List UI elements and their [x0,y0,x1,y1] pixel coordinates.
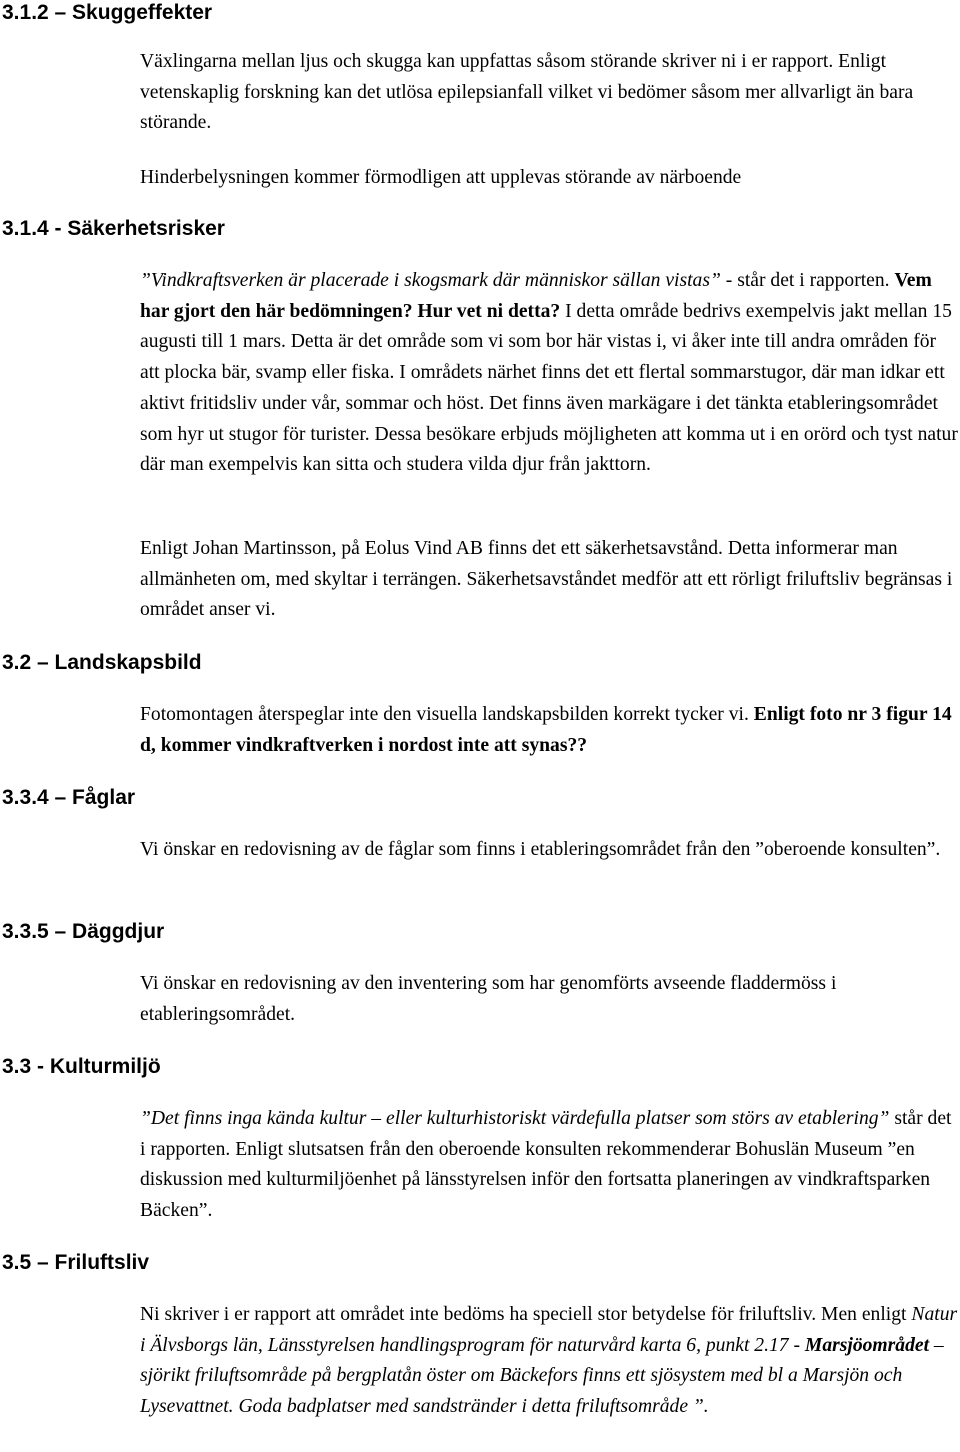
paragraph-text: Vi önskar en redovisning av de fåglar som finns i etableringsområdet från den ”oberoende konsulten”. [140,839,941,860]
paragraph-faglar [140,835,958,866]
paragraph-sakerhetsrisker [140,266,958,481]
heading-landskapsbild: 3.2 – Landskapsbild [2,651,202,674]
heading-skuggeffekter: 3.1.2 – Skuggeffekter [2,1,213,24]
paragraph-text: Fotomontagen återspeglar inte den visuella landskapsbilden korrekt tycker vi. [140,704,754,725]
paragraph-text: står det i rapporten. Enligt slutsatsen från den oberoende konsulten rekommenderar Bohuslän Museum ”en diskussion med kulturmiljöenhet på länsstyrelsen inför den fortsatta planeringen av vindkraftsparken Bäcken”. [140,1108,952,1222]
reference-text: Natur i Älvsborgs län, Länsstyrelsen handlingsprogram för naturvård karta 6, punkt 2.17 - [140,1304,958,1356]
paragraph-kulturmiljo [140,1104,958,1227]
paragraph-landskapsbild [140,700,958,761]
paragraph-text: Växlingarna mellan ljus och skugga kan uppfattas såsom störande skriver ni i er rapport. Enligt vetenskaplig forskning kan det utlösa epilepsianfall vilket vi bedömer såsom mer allvarligt än bara störande. [140,51,914,134]
paragraph-sakerhetsavstand [140,534,958,626]
heading-sakerhetsrisker: 3.1.4 - Säkerhetsrisker [2,217,225,240]
paragraph-text: - står det i rapporten. [720,270,895,291]
heading-friluftsliv: 3.5 – Friluftsliv [2,1251,150,1274]
paragraph-hinderbelysning [140,163,958,194]
paragraph-text: Vi önskar en redovisning av den inventering som har genomförts avseende fladdermöss i etableringsområdet. [140,973,837,1025]
paragraph-skuggeffekter [140,47,958,139]
paragraph-friluftsliv [140,1300,958,1423]
paragraph-text: Hinderbelysningen kommer förmodligen att upplevas störande av närboende [140,167,742,188]
paragraph-text: Ni skriver i er rapport att området inte bedöms ha speciell stor betydelse för friluftsliv. Men enligt [140,1304,912,1325]
heading-daggdjur: 3.3.5 – Däggdjur [2,920,165,943]
quote-text: ”Vindkraftsverken är placerade i skogsmark där människor sällan vistas” [140,270,721,291]
question-text: Enligt foto nr 3 figur 14 d, kommer vindkraftverken i nordost inte att synas?? [140,704,952,756]
quote-text: ”Det finns inga kända kultur – eller kulturhistoriskt värdefulla platser som störs av etablering” [140,1108,890,1129]
reference-text: – sjörikt friluftsområde på bergplatån öster om Bäckefors finns ett sjösystem med bl a Marsjön och Lysevattnet. Goda badplatser med sandstränder i detta friluftsområde ”. [140,1334,944,1418]
paragraph-text: I detta område bedrivs exempelvis jakt mellan 15 augusti till 1 mars. Detta är det område som vi som bor här vistas i, vi åker inte till andra områden för att plocka bär, svamp eller fiska. I områdets närhet finns det ett flertal sommarstugor, där man idkar ett aktivt fritidsliv under vår, sommar och höst. Det finns även markägare i det tänkta etableringsområdet som hyr ut stugor för turister. Dessa besökare erbjuds möjligheten att komma ut i en orörd och tyst natur där man exempelvis kan sitta och studera vilda djur från jakttorn. [140,300,958,476]
area-name: Marsjöområdet [804,1334,930,1356]
paragraph-text: Enligt Johan Martinsson, på Eolus Vind AB finns det ett säkerhetsavstånd. Detta informerar man allmänheten om, med skyltar i terrängen. Säkerhetsavståndet medför att ett rörligt friluftsliv begränsas i området anser vi. [140,538,953,621]
heading-faglar: 3.3.4 – Fåglar [2,786,136,809]
heading-kulturmiljo: 3.3 - Kulturmiljö [2,1055,161,1078]
question-text: Vem har gjort den här bedömningen? Hur vet ni detta? [140,270,932,322]
paragraph-daggdjur [140,969,958,1030]
